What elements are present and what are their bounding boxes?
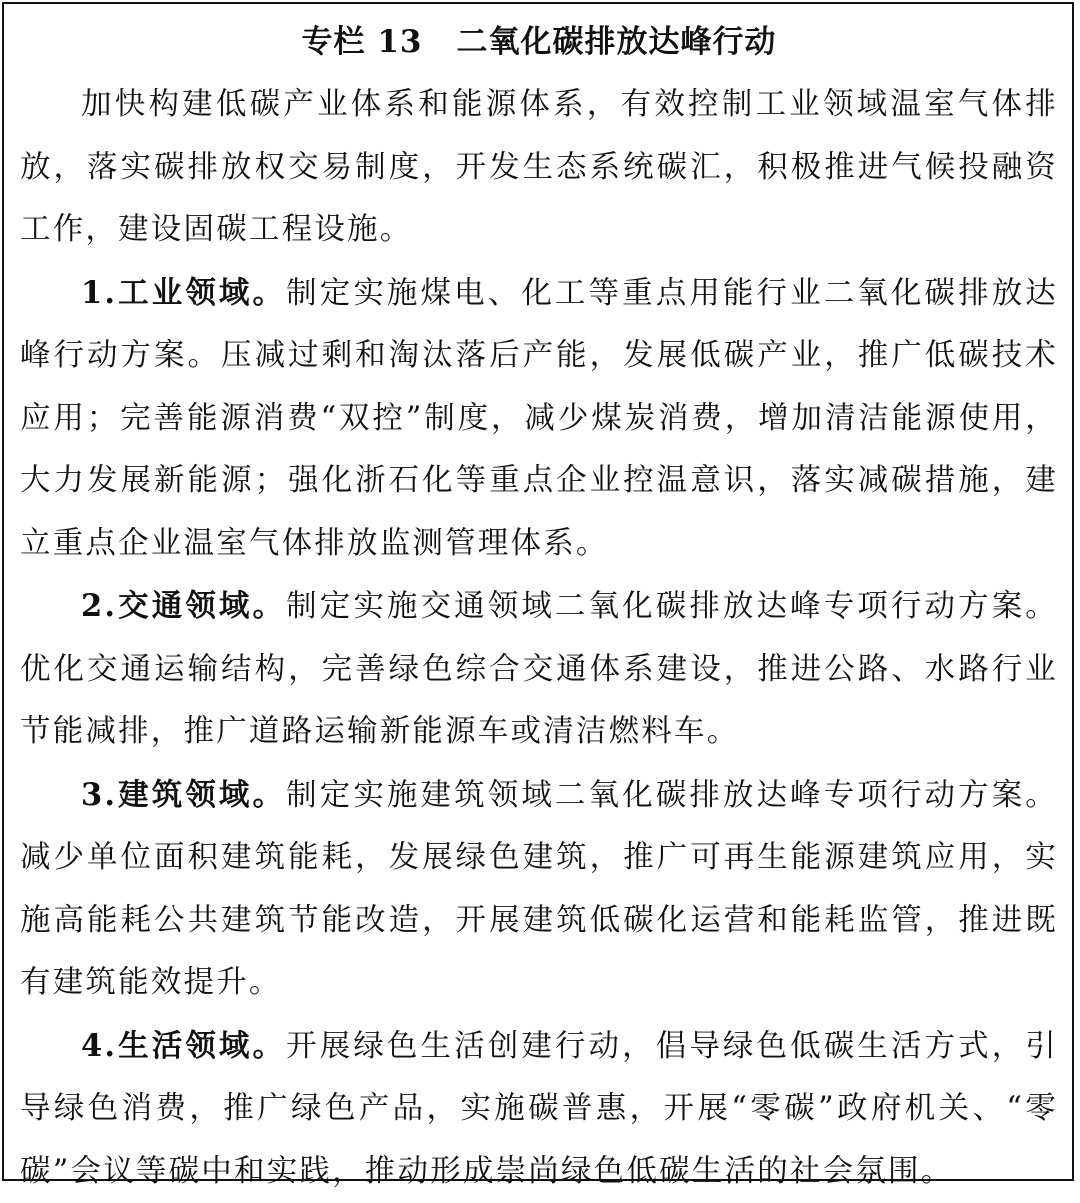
column-number: 专栏 13 <box>302 24 423 60</box>
section-transport <box>20 575 1058 764</box>
column-title <box>20 14 1058 70</box>
section-body: 制定实施交通领域二氧化碳排放达峰专项行动方案。优化交通运输结构，完善绿色综合交通体系建设，推进公路、水路行业节能减排，推广道路运输新能源车或清洁燃料车。 <box>20 589 1058 749</box>
section-body: 开展绿色生活创建行动，倡导绿色低碳生活方式，引导绿色消费，推广绿色产品，实施碳普惠，开展“零碳”政府机关、“零碳”会议等碳中和实践，推动形成崇尚绿色低碳生活的社会氛围。 <box>20 1029 1058 1189</box>
section-building <box>20 764 1058 1015</box>
section-industry <box>20 262 1058 576</box>
column-box <box>2 2 1074 1181</box>
section-heading: 3.建筑领域。 <box>81 777 286 813</box>
column-title-text: 二氧化碳排放达峰行动 <box>456 24 776 60</box>
section-body: 制定实施建筑领域二氧化碳排放达峰专项行动方案。减少单位面积建筑能耗，发展绿色建筑，推广可再生能源建筑应用，实施高能耗公共建筑节能改造，开展建筑低碳化运营和能耗监管，推进既有建筑能效提升。 <box>20 778 1058 1001</box>
intro-paragraph: 加快构建低碳产业体系和能源体系，有效控制工业领域温室气体排放，落实碳排放权交易制度，开发生态系统碳汇，积极推进气候投融资工作，建设固碳工程设施。 <box>20 74 1058 262</box>
section-heading: 1.工业领域。 <box>81 275 286 311</box>
section-body: 制定实施煤电、化工等重点用能行业二氧化碳排放达峰行动方案。压减过剩和淘汰落后产能，发展低碳产业，推广低碳技术应用；完善能源消费“双控”制度，减少煤炭消费，增加清洁能源使用，大力发展新能源；强化浙石化等重点企业控温意识，落实减碳措施，建立重点企业温室气体排放监测管理体系。 <box>20 276 1058 561</box>
section-heading: 4.生活领域。 <box>81 1028 286 1064</box>
section-living <box>20 1015 1058 1203</box>
section-heading: 2.交通领域。 <box>81 588 286 624</box>
